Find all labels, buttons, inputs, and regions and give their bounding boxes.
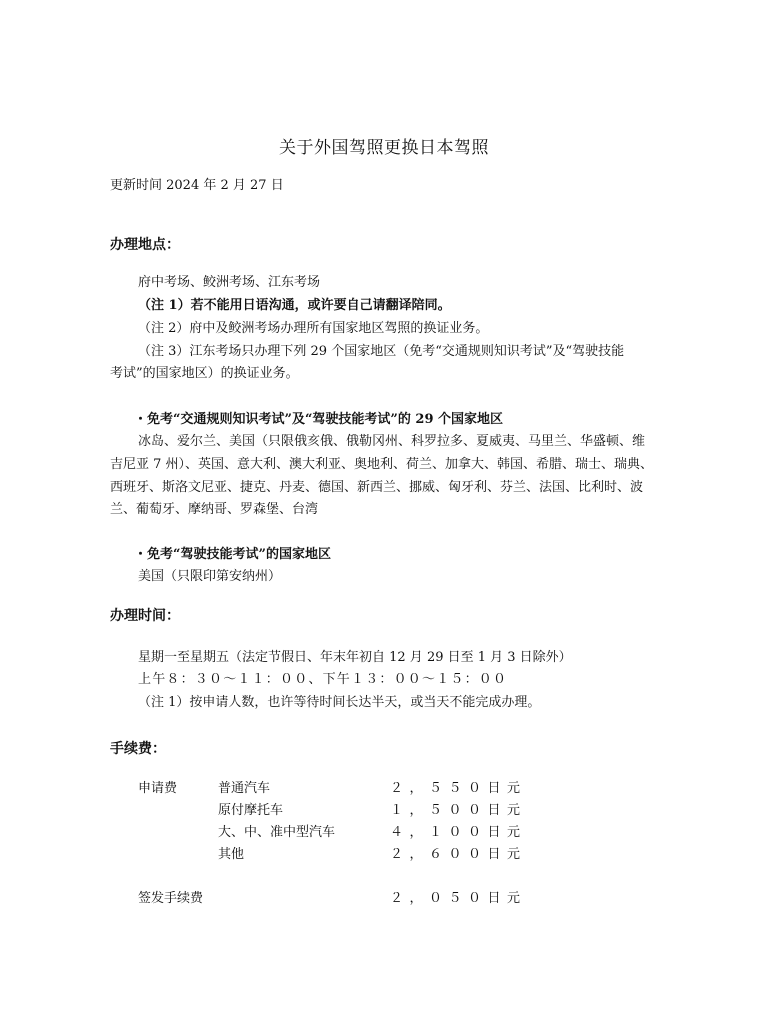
section-heading-fees: 手续费： [110, 741, 166, 757]
exempt-skill-heading: ・免考“驾驶技能考试”的国家地区 [134, 547, 331, 562]
exempt-both-line-2: 吉尼亚 7 州）、英国、意大利、澳大利亚、奥地利、荷兰、加拿大、韩国、希腊、瑞士、瑞典、 [110, 457, 654, 472]
fee-issue-amount: ２，０５０日元 [390, 891, 527, 906]
location-note-2: （注 2）府中及鲛洲考场办理所有国家地区驾照的换证业务。 [138, 321, 489, 336]
section-heading-hours: 办理时间： [110, 608, 180, 624]
fee-amount: ４，１００日元 [390, 825, 527, 840]
location-note-1: （注 1）若不能用日语沟通，或许要自己请翻译陪同。 [138, 298, 451, 313]
update-date: 更新时间 2024 年 2 月 27 日 [110, 178, 284, 193]
hours-days: 星期一至星期五（法定节假日、年末年初自 12 月 29 日至 1 月 3 日除外） [138, 650, 572, 665]
fee-issue-label: 签发手续费 [138, 891, 204, 906]
exempt-both-line-1: 冰岛、爱尔兰、美国（只限俄亥俄、俄勒冈州、科罗拉多、夏威夷、马里兰、华盛顿、维 [138, 434, 646, 449]
page-title: 关于外国驾照更换日本驾照 [279, 138, 489, 158]
location-places: 府中考场、鲛洲考场、江东考场 [138, 275, 321, 290]
fee-item: 大、中、准中型汽车 [218, 825, 336, 840]
hours-note: （注 1）按申请人数，也许等待时间长达半天，或当天不能完成办理。 [138, 695, 541, 710]
fee-application-label: 申请费 [138, 781, 178, 796]
location-note-3-line-1: （注 3）江东考场只办理下列 29 个国家地区（免考“交通规则知识考试”及“驾驶技能 [138, 344, 625, 359]
section-heading-location: 办理地点： [110, 237, 180, 253]
fee-amount: ２，６００日元 [390, 847, 527, 862]
fee-item: 其他 [218, 847, 245, 862]
hours-times: 上午８：３０～１１：００、下午１３：００～１５：００ [138, 672, 508, 687]
fee-amount: ２，５５０日元 [390, 781, 527, 796]
exempt-both-line-4: 兰、葡萄牙、摩纳哥、罗森堡、台湾 [110, 502, 319, 517]
fee-amount: １，５００日元 [390, 803, 527, 818]
location-note-3-line-2: 考试”的国家地区）的换证业务。 [110, 366, 299, 381]
exempt-skill-body: 美国（只限印第安纳州） [138, 569, 282, 584]
exempt-both-heading: ・免考“交通规则知识考试”及“驾驶技能考试”的 29 个国家地区 [134, 412, 504, 427]
exempt-both-line-3: 西班牙、斯洛文尼亚、捷克、丹麦、德国、新西兰、挪威、匈牙利、芬兰、法国、比利时、波 [110, 480, 644, 495]
fee-item: 普通汽车 [218, 781, 271, 796]
fee-item: 原付摩托车 [218, 803, 284, 818]
